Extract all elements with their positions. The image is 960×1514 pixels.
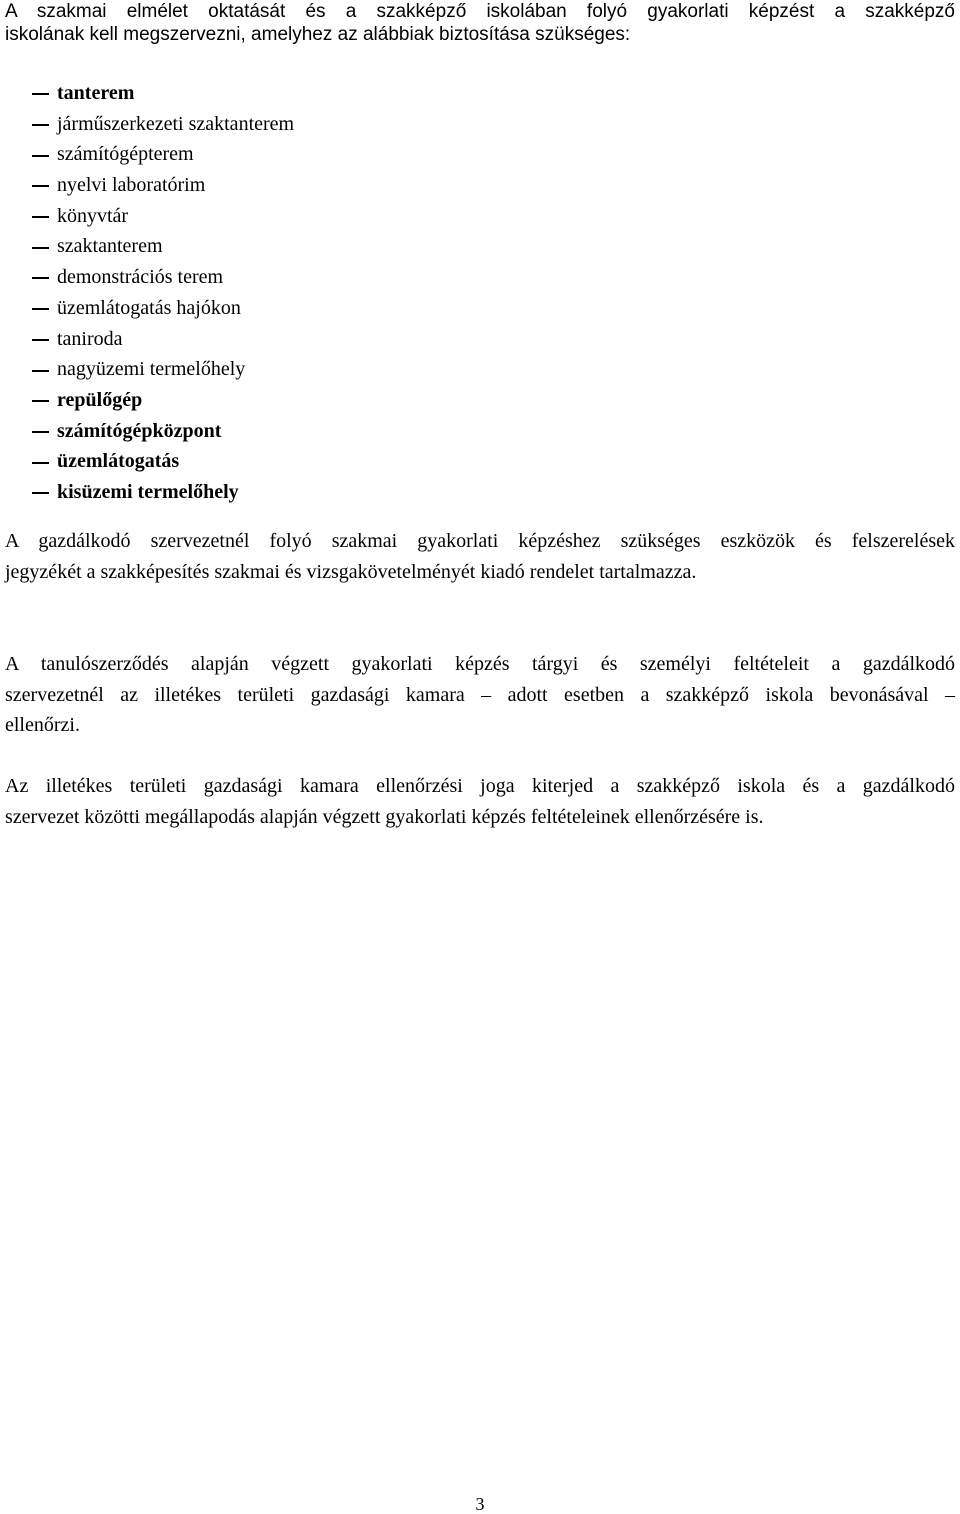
dash-bullet-icon	[32, 216, 49, 218]
list-item-label: járműszerkezeti szaktanterem	[57, 112, 295, 135]
intro-paragraph	[5, 0, 955, 46]
list-item	[32, 139, 955, 170]
paragraph-chamber	[5, 771, 955, 832]
list-item-label: demonstrációs terem	[57, 266, 224, 289]
dash-bullet-icon	[32, 308, 49, 310]
dash-bullet-icon	[32, 370, 49, 372]
dash-bullet-icon	[32, 155, 49, 157]
list-item	[32, 477, 955, 508]
paragraph-contract-line-3: ellenőrzi.	[5, 714, 80, 736]
list-item-label: kisüzemi termelőhely	[57, 480, 239, 503]
dash-bullet-icon	[32, 400, 49, 402]
dash-bullet-icon	[32, 247, 49, 249]
list-item	[32, 385, 955, 416]
list-item-label: tanterem	[57, 82, 135, 104]
dash-bullet-icon	[32, 431, 49, 433]
list-item-label: repülőgép	[57, 388, 143, 411]
paragraph-equipment-line-2: jegyzékét a szakképesítés szakmai és vizsgakövetelményét kiadó rendelet tartalmazza.	[5, 560, 697, 583]
paragraph-contract	[5, 649, 955, 741]
list-item	[32, 231, 955, 262]
document-page	[5, 0, 955, 1514]
paragraph-chamber-line-2: szervezet közötti megállapodás alapján végzett gyakorlati képzés feltételeinek ellenőrzésére is.	[5, 805, 764, 828]
paragraph-contract-line-2: szervezetnél az illetékes területi gazdasági kamara – adott esetben a szakképző iskola bevonásával –	[5, 683, 955, 706]
paragraph-equipment-line-1: A gazdálkodó szervezetnél folyó szakmai gyakorlati képzéshez szükséges eszközök és felszerelések	[5, 530, 955, 552]
list-item	[32, 170, 955, 201]
list-item-label: üzemlátogatás	[57, 450, 180, 473]
dash-bullet-icon	[32, 492, 49, 494]
dash-bullet-icon	[32, 124, 49, 126]
paragraph-contract-line-1: A tanulószerződés alapján végzett gyakorlati képzés tárgyi és személyi feltételeit a gazdálkodó	[5, 653, 955, 675]
list-item	[32, 446, 955, 477]
paragraph-equipment	[5, 526, 955, 587]
list-item-label: könyvtár	[57, 204, 129, 227]
list-item	[32, 262, 955, 293]
list-item-label: nagyüzemi termelőhely	[57, 358, 246, 381]
dash-bullet-icon	[32, 339, 49, 341]
list-item	[32, 293, 955, 324]
intro-line-2: iskolának kell megszervezni, amelyhez az alábbiak biztosítása szükséges:	[5, 24, 631, 45]
list-item	[32, 324, 955, 355]
dash-bullet-icon	[32, 185, 49, 187]
page-number: 3	[475, 1494, 485, 1514]
dash-bullet-icon	[32, 93, 49, 95]
dash-bullet-icon	[32, 277, 49, 279]
list-item	[32, 109, 955, 140]
list-item-label: számítógépterem	[57, 143, 194, 166]
dash-bullet-icon	[32, 462, 49, 464]
list-item-label: számítógépközpont	[57, 419, 222, 442]
list-item	[32, 201, 955, 232]
intro-line-1: A szakmai elmélet oktatását és a szakképző iskolában folyó gyakorlati képzést a szakképző	[5, 1, 955, 22]
list-item-label: nyelvi laboratórim	[57, 174, 206, 197]
paragraph-chamber-line-1: Az illetékes területi gazdasági kamara ellenőrzési joga kiterjed a szakképző iskola és a gazdálkodó	[5, 775, 955, 797]
list-item	[32, 354, 955, 385]
list-item-label: szaktanterem	[57, 235, 163, 258]
list-item	[32, 416, 955, 447]
requirements-list	[32, 78, 955, 508]
list-item	[32, 78, 955, 109]
list-item-label: taniroda	[57, 327, 123, 350]
list-item-label: üzemlátogatás hajókon	[57, 296, 241, 319]
